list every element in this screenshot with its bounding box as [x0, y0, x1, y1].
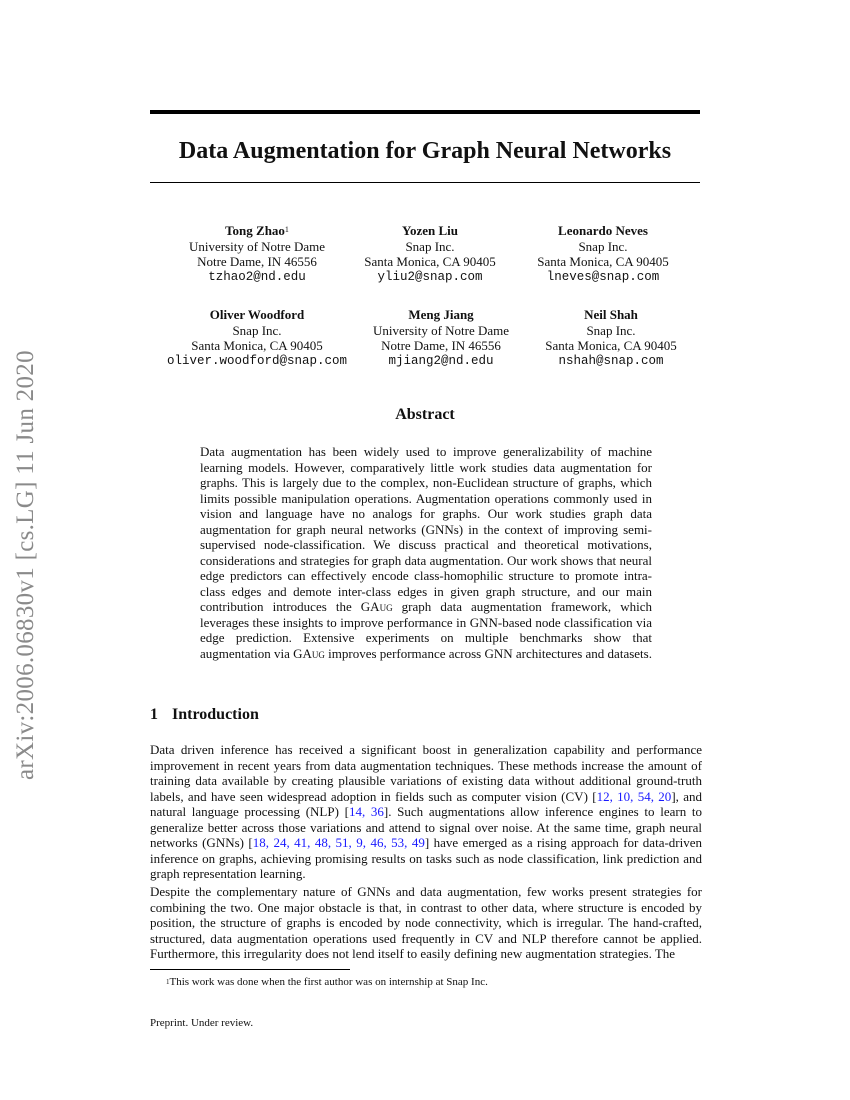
- abstract-text-part: graph data augmentation framework, which leverages these insights to improve performance in GNN-based node classification via edge prediction. Extensive experiments on multiple benchmarks show that augmentation via: [200, 599, 652, 661]
- footnote-mark: 1: [166, 978, 170, 986]
- citation-link[interactable]: 18, 24, 41, 48, 51, 9, 46, 53, 49: [252, 835, 425, 850]
- paragraph-text: ], and natural language processing (NLP) [: [150, 788, 702, 819]
- paragraph-text: Data driven inference has received a significant boost in generalization capability and performance improvement in recent years from data augmentation techniques. These methods increase the amount of training data available by creating plausible variations of existing data without additional ground-truth labels, and have seen widespread adoption in fields such as computer vision (CV) [: [150, 742, 702, 804]
- title-top-rule: [150, 110, 700, 114]
- author-email[interactable]: nshah@snap.com: [558, 353, 664, 368]
- author-location: Santa Monica, CA 90405: [545, 338, 677, 353]
- footnote-rule: [150, 969, 350, 970]
- author-affiliation: Snap Inc.: [232, 322, 282, 338]
- author-email[interactable]: yliu2@snap.com: [377, 269, 483, 284]
- author-location: Notre Dame, IN 46556: [381, 338, 501, 353]
- author-name: Neil Shah: [584, 307, 638, 322]
- preprint-note: Preprint. Under review.: [150, 1017, 254, 1029]
- author-location: Santa Monica, CA 90405: [364, 254, 496, 269]
- arxiv-identifier: arXiv:2006.06830v1 [cs.LG] 11 Jun 2020: [12, 350, 39, 780]
- author-location: Notre Dame, IN 46556: [197, 254, 317, 269]
- body-paragraph: [150, 742, 702, 882]
- abstract-text-part: improves performance across GNN architectures and datasets.: [324, 645, 652, 661]
- author-affiliation: University of Notre Dame: [372, 322, 510, 338]
- citation-link[interactable]: 14, 36: [348, 804, 384, 819]
- author-block: [498, 223, 708, 285]
- author-email[interactable]: tzhao2@nd.edu: [208, 269, 306, 284]
- abstract-text-part: Data augmentation has been widely used to improve generalizability of machine learning models. However, comparatively little work studies data augmentation for graphs. This is largely due to the complex, non-Euclidean structure of graphs, which limits possible manipulation operations. Augmentation operations commonly used in vision and language have no analogs for graphs. Our work studies graph data augmentation for graph neural networks (GNNs) in the context of improving semi-supervised node-classification. We discuss practical and theoretical motivations, considerations and strategies for graph data augmentation. Our work shows that neural edge predictors can effectively encode class-homophilic structure to promote intra-class edges and demote inter-class edges in given graph structure, and our main contribution introduces the: [200, 444, 652, 614]
- body-paragraph: Despite the complementary nature of GNNs and data augmentation, few works present strategies for combining the two. One major obstacle is that, in contrast to other data, where structure is encoded by position, the structure of graphs is encoded by node connectivity, which is irregular. The hand-crafted, structured, data augmentation operations used frequently in CV and NLP therefore cannot be applied. Furthermore, this irregularity does not lend itself to easily defining new augmentation strategies. The: [150, 884, 702, 961]
- method-name: GAug: [360, 599, 393, 614]
- footnote-mark: 1: [284, 225, 289, 234]
- author-affiliation: Snap Inc.: [405, 238, 455, 254]
- author-email[interactable]: mjiang2@nd.edu: [388, 353, 494, 368]
- abstract-text: [200, 444, 652, 661]
- citation-link[interactable]: 12, 10, 54, 20: [596, 788, 672, 804]
- section-heading: [150, 706, 259, 724]
- author-name: Tong Zhao: [225, 223, 285, 238]
- author-email[interactable]: lneves@snap.com: [546, 269, 660, 284]
- abstract-heading: Abstract: [395, 406, 455, 423]
- author-block: [506, 307, 716, 369]
- author-name: Oliver Woodford: [209, 307, 305, 322]
- paper-title: Data Augmentation for Graph Neural Networks: [178, 138, 672, 164]
- author-name: Meng Jiang: [408, 307, 474, 322]
- method-name: GAug: [293, 645, 325, 661]
- author-affiliation: Snap Inc.: [586, 322, 636, 338]
- author-location: Santa Monica, CA 90405: [537, 254, 669, 269]
- author-location: Santa Monica, CA 90405: [191, 338, 323, 353]
- author-block: [152, 307, 362, 369]
- author-affiliation: Snap Inc.: [578, 238, 628, 254]
- section-number: 1: [150, 706, 158, 723]
- footnote: [166, 976, 488, 989]
- footnote-text: This work was done when the first author was on internship at Snap Inc.: [169, 976, 488, 988]
- paragraph-text: ]. Such augmentations allow inference engines to learn to generalize better across those variations and attend to signal over noise. At the same time, graph neural networks (GNNs) [: [150, 804, 703, 850]
- author-email[interactable]: oliver.woodford@snap.com: [166, 353, 348, 368]
- section-title: Introduction: [172, 706, 259, 723]
- author-name: Yozen Liu: [402, 223, 458, 238]
- author-affiliation: University of Notre Dame: [188, 238, 326, 254]
- paragraph-text: ] have emerged as a rising approach for data-driven inference on graphs, achieving promising results on tasks such as node classification, link prediction and graph representation learning.: [150, 835, 702, 881]
- title-bottom-rule: [150, 182, 700, 183]
- author-name: Leonardo Neves: [558, 223, 648, 238]
